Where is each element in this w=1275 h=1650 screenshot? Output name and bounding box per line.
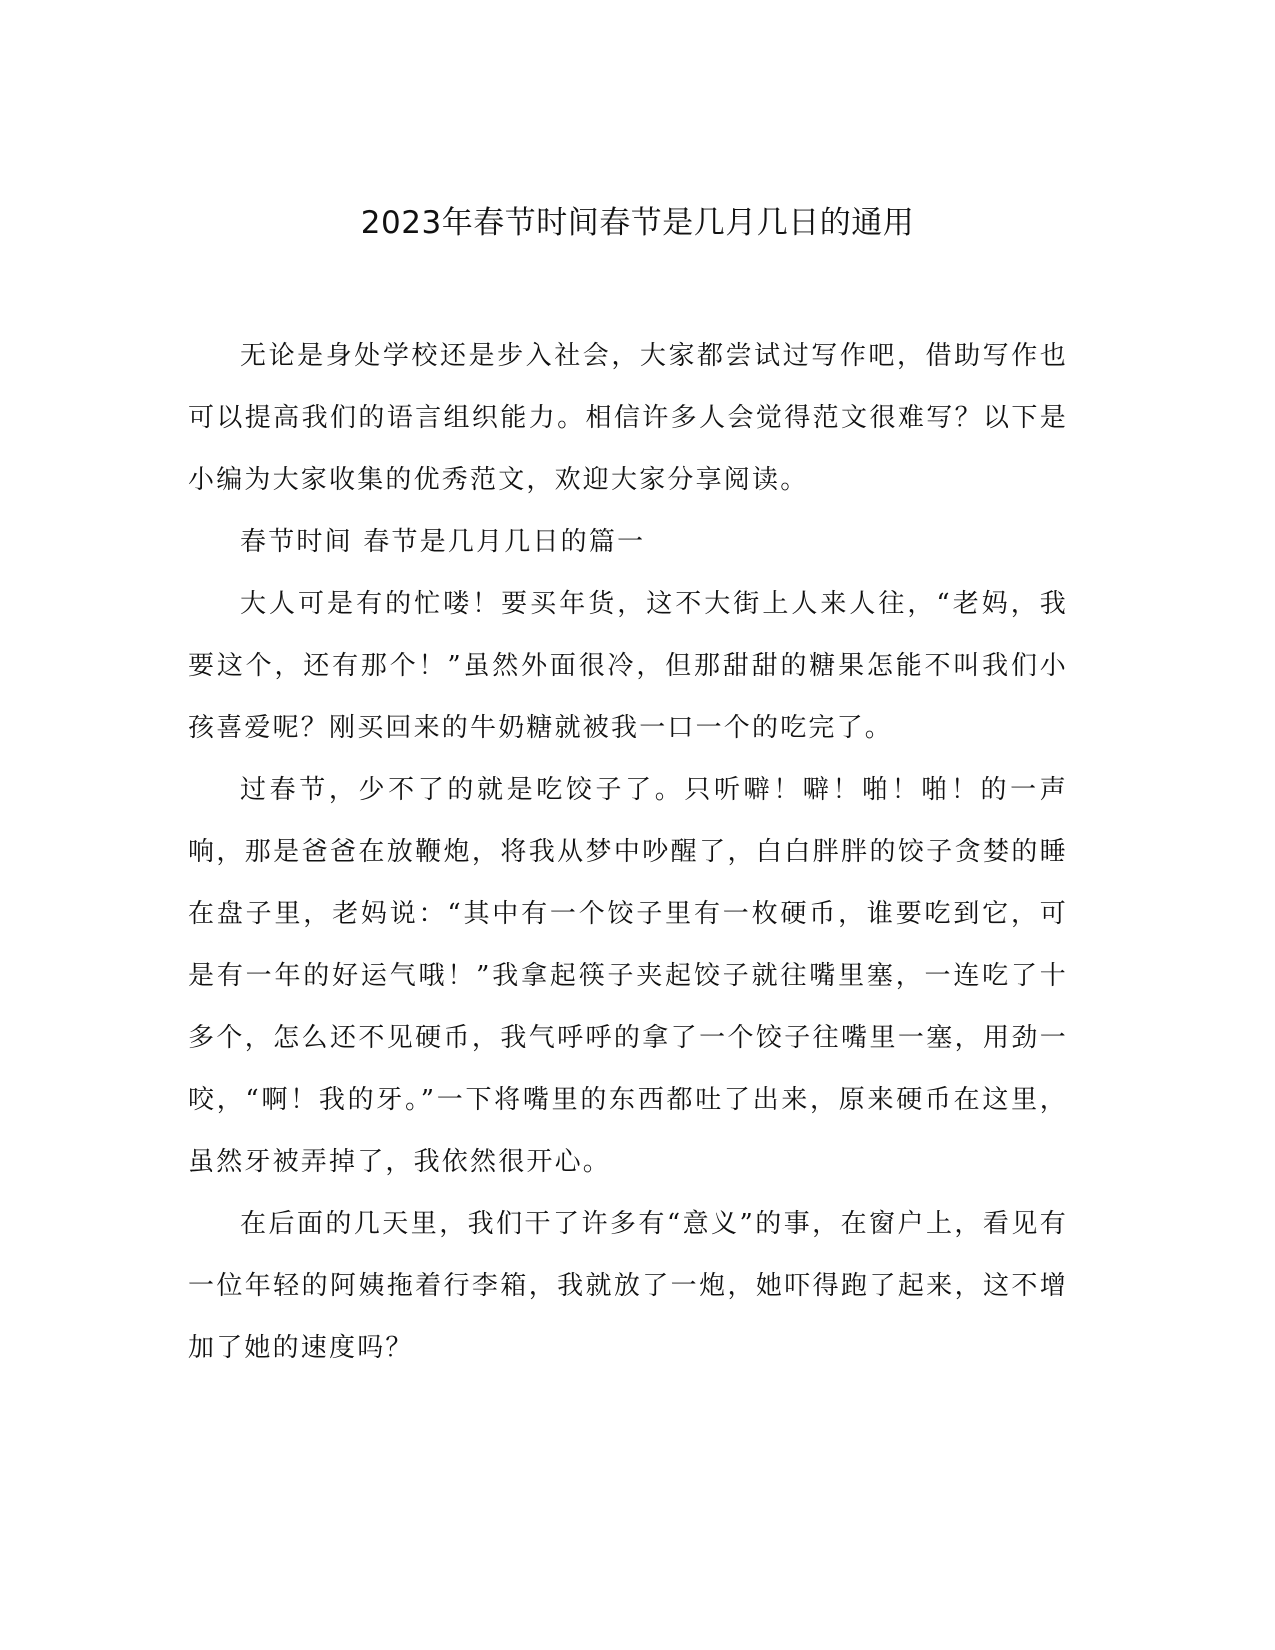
section-heading: 春节时间 春节是几月几日的篇一 [240,527,646,557]
document-title: 2023年春节时间春节是几月几日的通用 [360,205,915,241]
document-body [188,325,1068,1379]
paragraph-dumplings: 过春节，少不了的就是吃饺子了。只听噼！噼！啪！啪！的一声响，那是爸爸在放鞭炮，将我从梦中吵醒了，白白胖胖的饺子贪婪的睡在盘子里，老妈说：“其中有一个饺子里有一枚硬币，谁要吃到它，可是有一年的好运气哦！”我拿起筷子夹起饺子就往嘴里塞，一连吃了十多个，怎么还不见硬币，我气呼呼的拿了一个饺子往嘴里一塞，用劲一咬，“啊！我的牙。”一下将嘴里的东西都吐了出来，原来硬币在这里，虽然牙被弄掉了，我依然很开心。 [188,775,1068,1177]
paragraph-firecracker: 在后面的几天里，我们干了许多有“意义”的事，在窗户上，看见有一位年轻的阿姨拖着行李箱，我就放了一炮，她吓得跑了起来，这不增加了她的速度吗？ [188,1209,1068,1363]
paragraph-shopping: 大人可是有的忙喽！要买年货，这不大街上人来人往，“老妈，我要这个，还有那个！”虽然外面很冷，但那甜甜的糖果怎能不叫我们小孩喜爱呢？刚买回来的牛奶糖就被我一口一个的吃完了。 [188,589,1068,743]
paragraph-intro: 无论是身处学校还是步入社会，大家都尝试过写作吧，借助写作也可以提高我们的语言组织能力。相信许多人会觉得范文很难写？以下是小编为大家收集的优秀范文，欢迎大家分享阅读。 [188,341,1068,495]
